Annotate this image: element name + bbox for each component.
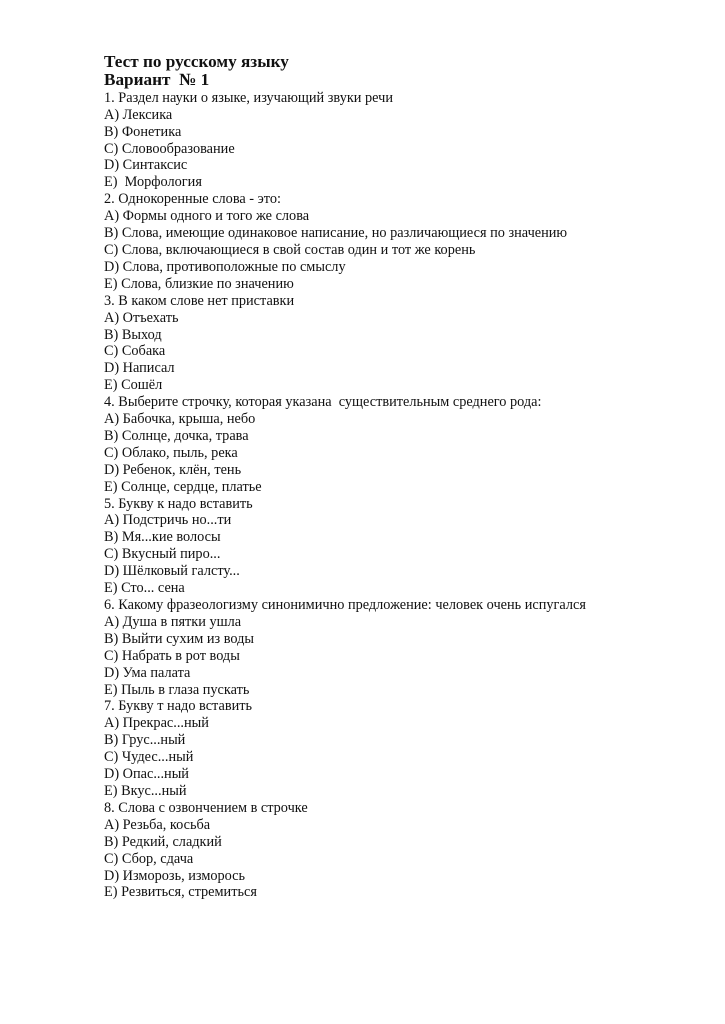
test-title: Тест по русскому языку <box>104 52 289 71</box>
answer-option: Е) Солнце, сердце, платье <box>104 478 262 495</box>
variant-title: Вариант № 1 <box>104 70 210 90</box>
answer-option: С) Чудес...ный <box>104 749 194 766</box>
answer-option: В) Грус...ный <box>104 732 186 749</box>
answer-option: В) Слова, имеющие одинаковое написание, но различающиеся по значению <box>104 225 568 242</box>
answer-option: С) Слова, включающиеся в свой состав один и тот же корень <box>104 241 476 258</box>
question-text: 2. Однокоренные слова - это: <box>104 191 281 208</box>
answer-option: D) Синтаксис <box>104 157 188 174</box>
answer-option: В) Фонетика <box>104 123 182 140</box>
question-block <box>104 90 704 191</box>
question-block <box>104 496 704 597</box>
answer-option: Е) Сошёл <box>104 377 163 394</box>
answer-option: Е) Слова, близкие по значению <box>104 275 294 292</box>
answer-option: Е) Морфология <box>104 174 202 191</box>
question-text: 5. Букву к надо вставить <box>104 495 253 512</box>
question-text: 3. В каком слове нет приставки <box>104 292 295 309</box>
question-block <box>104 394 704 495</box>
answer-option: А) Бабочка, крыша, небо <box>104 411 256 428</box>
answer-option: Е) Сто... сена <box>104 580 185 597</box>
test-content <box>104 53 704 901</box>
answer-option: А) Прекрас...ный <box>104 715 209 732</box>
answer-option: D) Слова, противоположные по смыслу <box>104 258 346 275</box>
question-block <box>104 698 704 799</box>
answer-option: В) Солнце, дочка, трава <box>104 427 249 444</box>
answer-option: С) Набрать в рот воды <box>104 647 240 664</box>
answer-option: В) Выход <box>104 326 162 343</box>
question-text: 6. Какому фразеологизму синонимично предложение: человек очень испугался <box>104 597 586 613</box>
answer-option: С) Сбор, сдача <box>104 850 194 867</box>
question-text: 4. Выберите строчку, которая указана существительным среднего рода: <box>104 394 542 411</box>
answer-option: С) Собака <box>104 343 166 360</box>
answer-option: В) Редкий, сладкий <box>104 833 222 850</box>
question-block <box>104 800 704 901</box>
answer-option: С) Словообразование <box>104 140 235 157</box>
answer-option: Е) Резвиться, стремиться <box>104 884 257 901</box>
question-text: 1. Раздел науки о языке, изучающий звуки речи <box>104 89 393 106</box>
answer-option: С) Вкусный пиро... <box>104 546 221 563</box>
question-text: 8. Слова с озвончением в строчке <box>104 799 308 816</box>
answer-option: А) Подстричь но...ти <box>104 512 232 529</box>
answer-option: D) Изморозь, изморось <box>104 867 246 884</box>
answer-option: С) Облако, пыль, река <box>104 444 238 461</box>
question-block <box>104 293 704 394</box>
answer-option: А) Отъехать <box>104 309 179 326</box>
answer-option: В) Выйти сухим из воды <box>104 630 255 647</box>
answer-option: А) Формы одного и того же слова <box>104 208 310 225</box>
question-text: 7. Букву т надо вставить <box>104 698 252 715</box>
answer-option: Е) Пыль в глаза пускать <box>104 681 250 698</box>
answer-option: А) Душа в пятки ушла <box>104 613 242 630</box>
answer-option: А) Лексика <box>104 106 173 123</box>
answer-option: D) Шёлковый галсту... <box>104 563 240 580</box>
answer-option: D) Написал <box>104 360 175 377</box>
answer-option: D) Ума палата <box>104 664 191 681</box>
answer-option: D) Ребенок, клён, тень <box>104 461 242 478</box>
answer-option: D) Опас...ный <box>104 766 189 783</box>
answer-option: А) Резьба, косьба <box>104 816 211 833</box>
answer-option: В) Мя...кие волосы <box>104 529 221 546</box>
answer-option: Е) Вкус...ный <box>104 782 187 799</box>
question-block <box>104 597 704 698</box>
question-block <box>104 191 704 292</box>
